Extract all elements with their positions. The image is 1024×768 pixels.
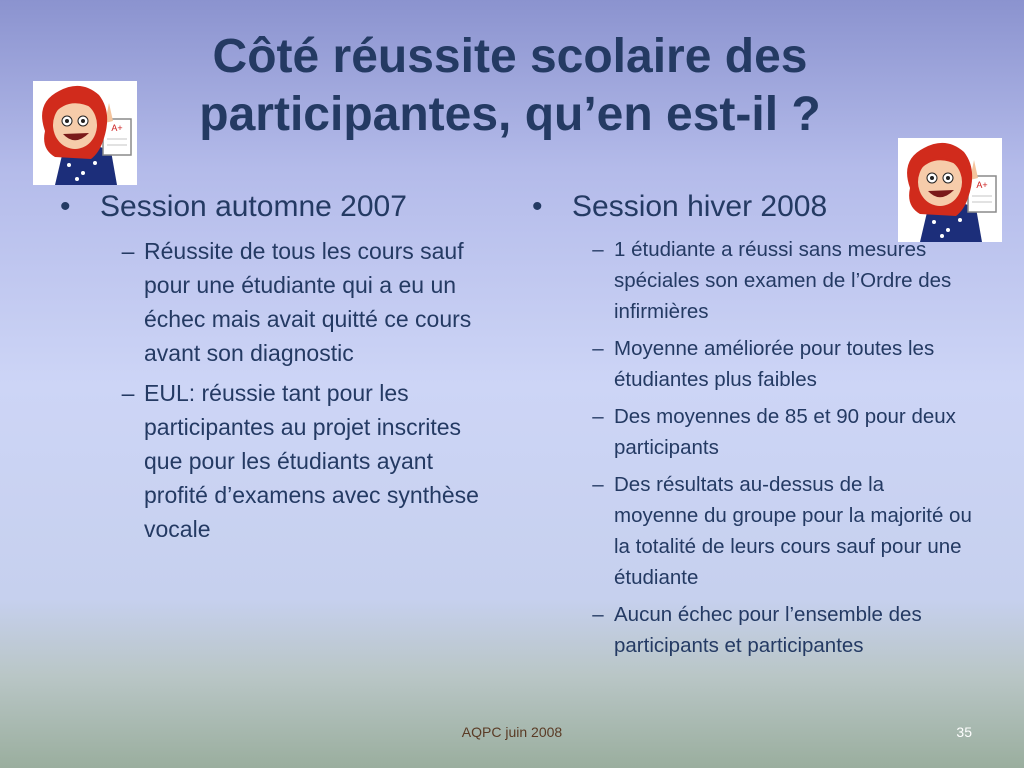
dash-marker: – — [592, 238, 604, 261]
left-heading — [60, 190, 500, 224]
dash-marker: – — [592, 473, 604, 496]
right-column — [532, 190, 972, 667]
list-item — [582, 333, 972, 395]
student-grade-clipart-icon — [33, 81, 137, 185]
list-item — [112, 234, 500, 370]
list-item-text: Des résultats au-dessus de la moyenne du groupe pour la majorité ou la totalité de leurs cours sauf pour une étudiante — [614, 473, 972, 589]
dash-marker: – — [121, 380, 135, 406]
slide-title-line-2: participantes, qu’en est-il ? — [199, 88, 821, 141]
list-item — [582, 469, 972, 593]
bullet-marker: • — [532, 190, 543, 223]
list-item — [582, 599, 972, 661]
slide-title-line-1: Côté réussite scolaire des — [212, 30, 808, 83]
clipart-grade-text: A+ — [111, 123, 123, 133]
slide-page-number: 35 — [956, 724, 972, 740]
list-item — [112, 376, 500, 546]
list-item-text: EUL: réussie tant pour les participantes au projet inscrites que pour les étudiants ayant profité d’examens avec synthèse vocale — [144, 380, 479, 542]
slide-footer: AQPC juin 2008 — [461, 724, 563, 740]
dash-marker: – — [592, 337, 604, 360]
left-heading-text: Session automne 2007 — [100, 190, 407, 223]
right-heading-text: Session hiver 2008 — [572, 190, 828, 223]
slide-title — [150, 28, 870, 144]
dash-marker: – — [121, 238, 135, 264]
right-heading — [532, 190, 972, 224]
list-item-text: 1 étudiante a réussi sans mesures spéciales son examen de l’Ordre des infirmières — [614, 238, 952, 323]
left-column — [60, 190, 500, 552]
list-item — [582, 401, 972, 463]
list-item-text: Aucun échec pour l’ensemble des participants et participantes — [614, 603, 922, 657]
list-item-text: Réussite de tous les cours sauf pour une étudiante qui a eu un échec mais avait quitté ce cours avant son diagnostic — [144, 238, 472, 366]
list-item — [582, 234, 972, 327]
dash-marker: – — [592, 603, 604, 626]
left-sub-list — [60, 234, 500, 546]
clipart-grade-text: A+ — [976, 180, 988, 190]
list-item-text: Moyenne améliorée pour toutes les étudiantes plus faibles — [614, 337, 935, 391]
list-item-text: Des moyennes de 85 et 90 pour deux participants — [614, 405, 956, 459]
right-sub-list — [532, 234, 972, 661]
bullet-marker: • — [60, 190, 71, 223]
dash-marker: – — [592, 405, 604, 428]
